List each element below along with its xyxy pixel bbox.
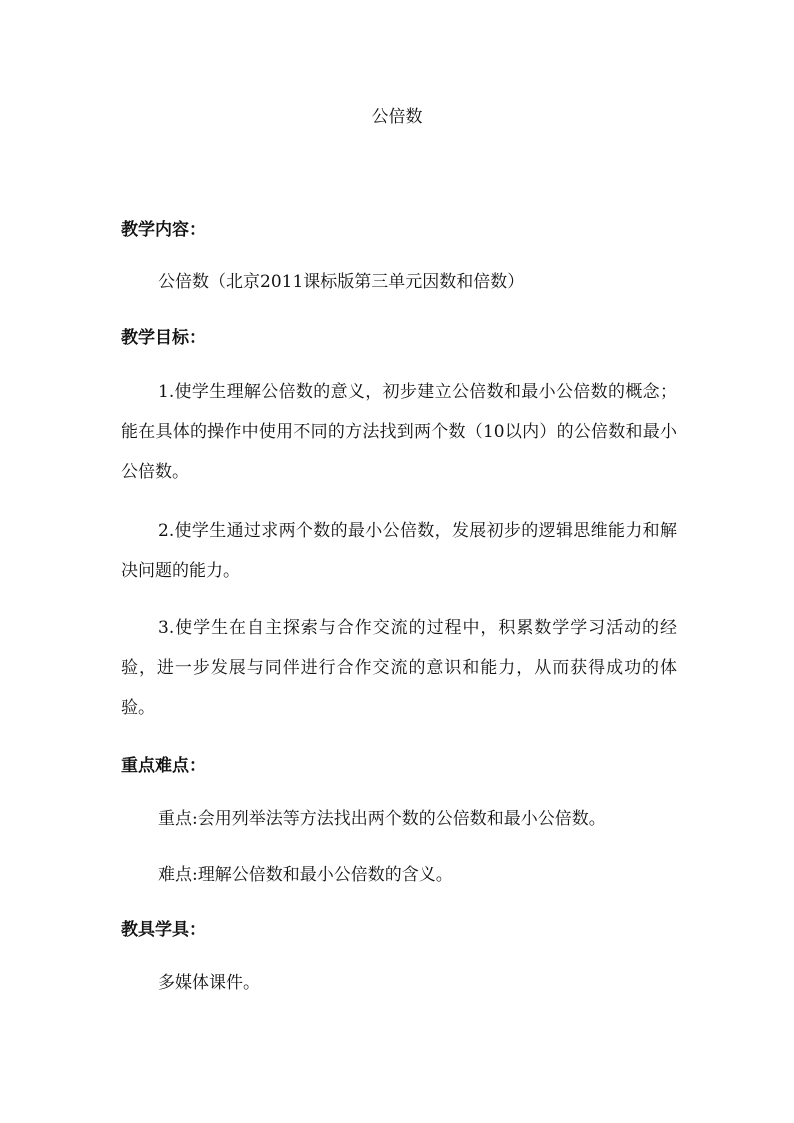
section-heading-teaching-aids: 教具学具： [121, 920, 206, 940]
objective-paragraph-3: 3.使学生在自主探索与合作交流的过程中，积累数学学习活动的经验，进一步发展与同伴进行合作交流的意识和能力，从而获得成功的体验。 [121, 618, 677, 718]
objective-paragraph-1: 1.使学生理解公倍数的意义，初步建立公倍数和最小公倍数的概念；能在具体的操作中使用不同的方法找到两个数（10以内）的公倍数和最小公倍数。 [121, 382, 677, 482]
objective-paragraph-2: 2.使学生通过求两个数的最小公倍数，发展初步的逻辑思维能力和解决问题的能力。 [121, 521, 677, 581]
section-heading-objectives: 教学目标： [121, 328, 206, 348]
difficult-point-paragraph: 难点:理解公倍数和最小公倍数的含义。 [158, 865, 453, 885]
key-point-paragraph: 重点:会用列举法等方法找出两个数的公倍数和最小公倍数。 [158, 809, 606, 829]
content-paragraph: 公倍数（北京2011课标版第三单元因数和倍数） [158, 272, 525, 292]
teaching-aids-paragraph: 多媒体课件。 [158, 973, 260, 993]
document-title: 公倍数 [371, 107, 423, 127]
section-heading-content: 教学内容： [121, 220, 206, 240]
section-heading-key-points: 重点难点： [121, 756, 206, 776]
